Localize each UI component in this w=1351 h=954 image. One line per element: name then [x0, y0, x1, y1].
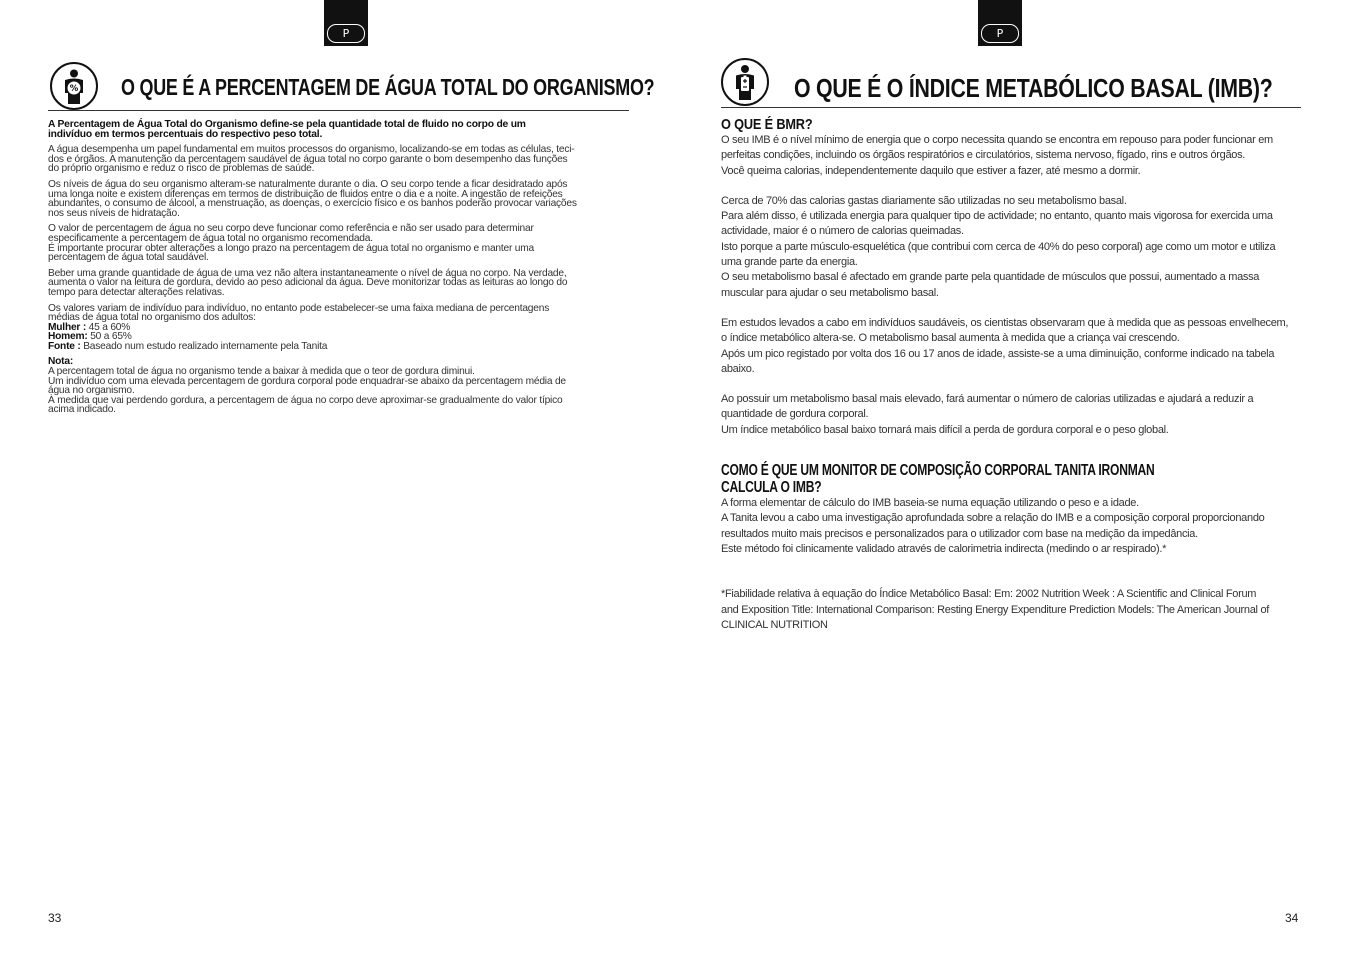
page-title: O QUE É O ÍNDICE METABÓLICO BASAL (IMB)?	[794, 73, 1273, 103]
range-row-fonte	[48, 342, 628, 352]
percent-glyph: %	[69, 84, 79, 95]
paragraph-2: Cerca de 70% das calorias gastas diariamente são utilizadas no seu metabolismo basal. Para além disso, é utilizada energia para qualquer tipo de actividade; no entanto, quanto mais vigorosa for exercida uma actividade, maior é o número de calorias queimadas. Isto porque a parte músculo-esquelética (que contribui com cerca de 40% do peso corporal) age como um motor e utiliza uma grande parte da energia. O seu metabolismo basal é afectado em grande parte pela quantidade de músculos que possui, aumentado a massa muscular para ajudar o seu metabolismo basal.	[721, 194, 1276, 299]
page-title: O QUE É A PERCENTAGEM DE ÁGUA TOTAL DO ORGANISMO?	[121, 74, 655, 100]
page-number: 33	[48, 911, 62, 925]
language-label: P	[327, 24, 365, 43]
left-body	[48, 120, 628, 421]
body-water-percentage-icon	[50, 62, 98, 110]
range-value: 50 a 65%	[87, 331, 132, 343]
language-tab	[324, 0, 368, 46]
paragraph-5: Os valores variam de indivíduo para indivíduo, no entanto pode estabelecer-se uma faixa mediana de percentagens médias de água total no organismo dos adultos:	[48, 302, 550, 324]
paragraph-3: O valor de percentagem de água no seu corpo deve funcionar como referência e não ser usado para determinar especificamente a percentagem de água total no organismo recomendada. É importante procurar obter alterações a longo prazo na percentagem de água total no organismo e manter uma percentagem de água total saudável.	[48, 223, 535, 264]
section-heading-bmr: O QUE É BMR?	[721, 116, 813, 133]
paragraph-2: Os níveis de água do seu organismo alteram-se naturalmente durante o dia. O seu corpo tende a ficar desidratado após uma longa noite e existem diferenças em termos de distribuição de fluidos entre o dia e a noite. A ingestão de refeições abundantes, o consumo de álcool, a menstruação, as doenças, o exercício físico e os banhos poderão provocar variações nos seus níveis de hidratação.	[48, 178, 577, 219]
range-label: Homem:	[48, 331, 88, 343]
section-heading-calc: COMO É QUE UM MONITOR DE COMPOSIÇÃO CORPORAL TANITA IRONMAN CALCULA O IMB?	[721, 462, 1155, 497]
paragraph-4: Beber uma grande quantidade de água de uma vez não altera instantaneamente o nível de água no corpo. Na verdade, aumenta o valor na leitura de gordura, devido ao peso adicional da água. Deve monitorizar todas as leituras ao longo do tempo para detectar alterações relativas.	[48, 267, 568, 298]
range-label: Mulher :	[48, 321, 87, 333]
range-value: 45 a 60%	[86, 321, 131, 333]
page-number: 34	[1285, 911, 1299, 925]
title-divider	[48, 110, 629, 111]
paragraph-4: Ao possuir um metabolismo basal mais elevado, fará aumentar o número de calorias utilizadas e ajudará a reduzir a quantidade de gordura corporal. Um índice metabólico basal baixo tornará mais difícil a perda de gordura corporal e o peso global.	[721, 393, 1254, 436]
range-row-mulher	[48, 323, 628, 333]
note-text: A percentagem total de água no organismo tende a baixar à medida que o teor de gordura diminui. Um indivíduo com uma elevada percentagem de gordura corporal pode enquadrar-se abaixo da percentagem média de água no organismo. À medida que vai perdendo gordura, a percentagem de água no corpo deve aproximar-se gradualmente do valor típico acima indicado.	[48, 366, 566, 416]
body-metabolism-icon	[721, 58, 769, 106]
range-value: Baseado num estudo realizado internamente pela Tanita	[80, 340, 328, 352]
paragraph-5: A forma elementar de cálculo do IMB baseia-se numa equação utilizando o peso e a idade. A Tanita levou a cabo uma investigação aprofundada sobre a relação do IMB e a composição corporal proporcionando resultados muito mais precisos e personalizados para o utilizador com base na medição da impedância. Este método foi clinicamente validado através de calorimetria indirecta (medindo o ar respirado).*	[721, 497, 1265, 555]
range-label: Fonte :	[48, 340, 81, 352]
paragraph-1: A água desempenha um papel fundamental em muitos processos do organismo, localizando-se em todas as células, teci- dos e órgãos. A manutenção da percentagem saudável de água total no corpo garante o bom desempenho das funções do próprio organismo e reduz o risco de problemas de saúde.	[48, 144, 575, 175]
note-heading: Nota:	[48, 356, 74, 368]
page-right	[676, 0, 1351, 954]
lead-paragraph: A Percentagem de Água Total do Organismo define-se pela quantidade total de fluido no corpo de um indivíduo em termos percentuais do respectivo peso total.	[48, 119, 526, 140]
paragraph-3: Em estudos levados a cabo em indivíduos saudáveis, os cientistas observaram que à medida que as pessoas envelhecem, o índice metabólico altera-se. O metabolismo basal aumenta à medida que a criança vai crescendo. Após um pico registado por volta dos 16 ou 17 anos de idade, assiste-se a uma diminuição, conforme indicado na tabela abaixo.	[721, 316, 1289, 375]
language-tab	[978, 0, 1022, 46]
title-divider	[721, 107, 1301, 108]
footnote: *Fiabilidade relativa à equação do Índice Metabólico Basal: Em: 2002 Nutrition Week : A Scientific and Clinical Forum and Exposition Title: International Comparison: Resting Energy Expenditure Prediction Models: The American Journal of CLINICAL NUTRITION	[721, 588, 1270, 631]
paragraph-1: O seu IMB é o nível mínimo de energia que o corpo necessita quando se encontra em repouso para poder funcionar em perfeitas condições, incluindo os órgãos respiratórios e circulatórios, sistema nervoso, fígado, rins e outros órgãos. Você queima calorias, independentemente daquilo que estiver a fazer, até mesmo a dormir.	[721, 134, 1273, 177]
page-left	[0, 0, 675, 954]
language-label: P	[981, 24, 1019, 43]
right-body	[721, 117, 1306, 633]
